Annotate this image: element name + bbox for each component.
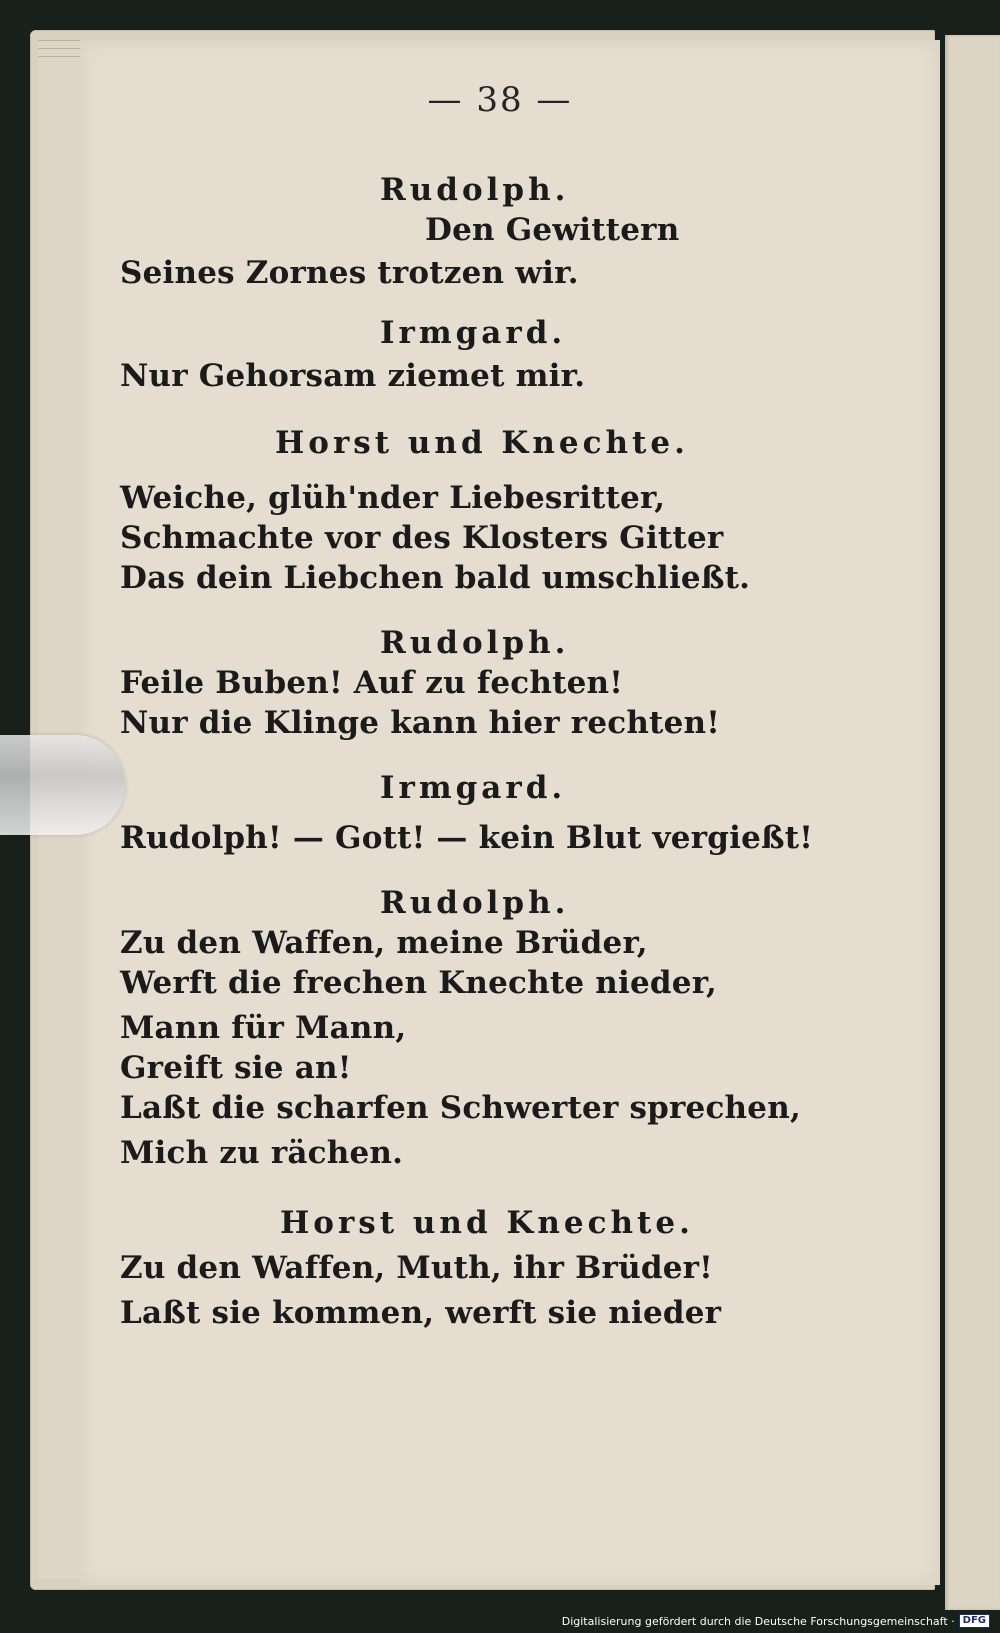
verse-line: Zu den Waffen, Muth, ihr Brüder! <box>120 1250 713 1286</box>
speaker-name: Irmgard. <box>380 315 567 351</box>
digitization-footer <box>562 1614 990 1628</box>
verse-line: Rudolph! — Gott! — kein Blut vergießt! <box>120 820 814 856</box>
verse-line: Laßt sie kommen, werft sie nieder <box>120 1295 722 1331</box>
verse-line: Mich zu rächen. <box>120 1135 404 1171</box>
footer-text: Digitalisierung gefördert durch die Deutsche Forschungsgemeinschaft · <box>561 1614 955 1628</box>
dfg-logo: DFG <box>959 1614 990 1628</box>
speaker-name: Rudolph. <box>380 885 570 921</box>
speaker-name: Horst und Knechte. <box>280 1205 694 1241</box>
verse-line: Schmachte vor des Klosters Gitter <box>120 520 724 556</box>
verse-line: Nur die Klinge kann hier rechten! <box>120 705 721 741</box>
facing-page-strip <box>945 35 1000 1610</box>
verse-line: Den Gewittern <box>425 212 680 248</box>
verse-line: Das dein Liebchen bald umschließt. <box>120 560 751 596</box>
speaker-name: Rudolph. <box>380 625 570 661</box>
verse-line: Nur Gehorsam ziemet mir. <box>120 358 586 394</box>
verse-line: Laßt die scharfen Schwerter sprechen, <box>120 1090 801 1126</box>
verse-line: Weiche, glüh'nder Liebesritter, <box>120 480 666 516</box>
verse-line: Mann für Mann, <box>120 1010 407 1046</box>
verse-line: Zu den Waffen, meine Brüder, <box>120 925 648 961</box>
page-number: — 38 — <box>427 80 573 120</box>
verse-line: Feile Buben! Auf zu fechten! <box>120 665 624 701</box>
speaker-name: Horst und Knechte. <box>275 425 689 461</box>
verse-line: Werft die frechen Knechte nieder, <box>120 965 717 1001</box>
verse-line: Greift sie an! <box>120 1050 352 1086</box>
page-clip <box>0 735 125 835</box>
speaker-name: Irmgard. <box>380 770 567 806</box>
speaker-name: Rudolph. <box>380 172 570 208</box>
verse-line: Seines Zornes trotzen wir. <box>120 255 579 291</box>
